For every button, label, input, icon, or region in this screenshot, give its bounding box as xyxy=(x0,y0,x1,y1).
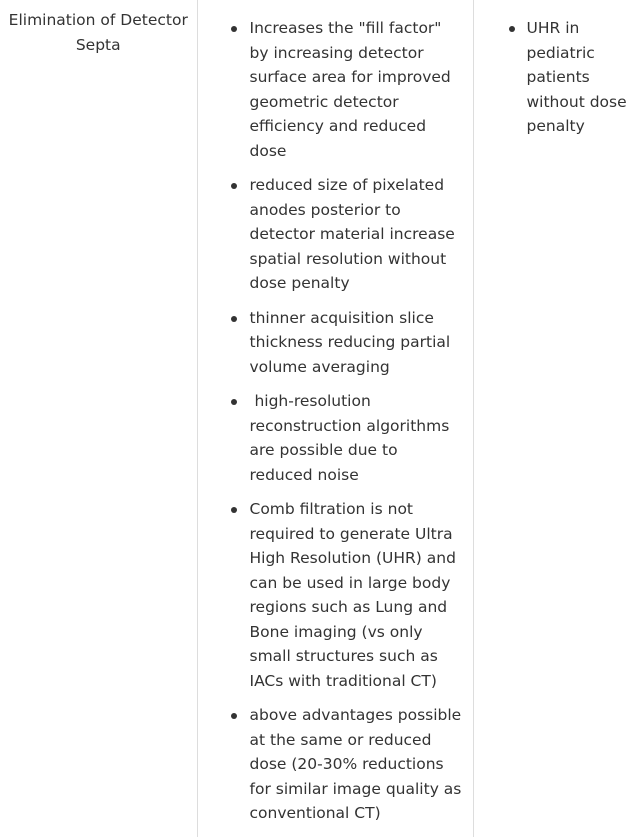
bullet-icon xyxy=(231,507,237,513)
bullet-icon xyxy=(231,399,237,405)
list-item-text: Comb filtration is not required to generate Ultra High Resolution (UHR) and can be used in large body regions such as Lung and Bone imaging (vs only small structures such as IACs with traditional CT) xyxy=(249,500,456,690)
list-item xyxy=(198,497,473,693)
list-item-text: thinner acquisition slice thickness reducing partial volume averaging xyxy=(249,308,451,376)
list-item xyxy=(198,173,473,296)
list-item xyxy=(198,389,473,487)
bullet-icon xyxy=(231,316,237,322)
list-item xyxy=(198,16,473,163)
feature-cell xyxy=(0,0,197,837)
bullet-icon xyxy=(231,26,237,32)
list-item-text: above advantages possible at the same or reduced dose (20-30% reductions for similar image quality as conventional CT) xyxy=(249,706,462,822)
list-item-text: high-resolution reconstruction algorithms are possible due to reduced noise xyxy=(249,392,455,484)
list-item-text: reduced size of pixelated anodes posterior to detector material increase spatial resolution without dose penalty xyxy=(249,176,455,292)
list-item-text: Increases the "fill factor" by increasing detector surface area for improved geometric detector efficiency and reduced dose xyxy=(249,19,451,160)
list-item xyxy=(474,16,638,139)
list-item xyxy=(198,703,473,826)
bullet-icon xyxy=(509,26,515,32)
applications-list xyxy=(474,16,638,139)
bullet-icon xyxy=(231,183,237,189)
list-item-text: UHR in pediatric patients without dose penalty xyxy=(526,19,627,135)
advantages-list xyxy=(198,16,473,826)
bullet-icon xyxy=(231,713,237,719)
list-item xyxy=(198,306,473,380)
feature-label: Elimination of Detector Septa xyxy=(8,11,188,54)
advantages-cell xyxy=(197,0,473,837)
applications-cell xyxy=(473,0,638,837)
